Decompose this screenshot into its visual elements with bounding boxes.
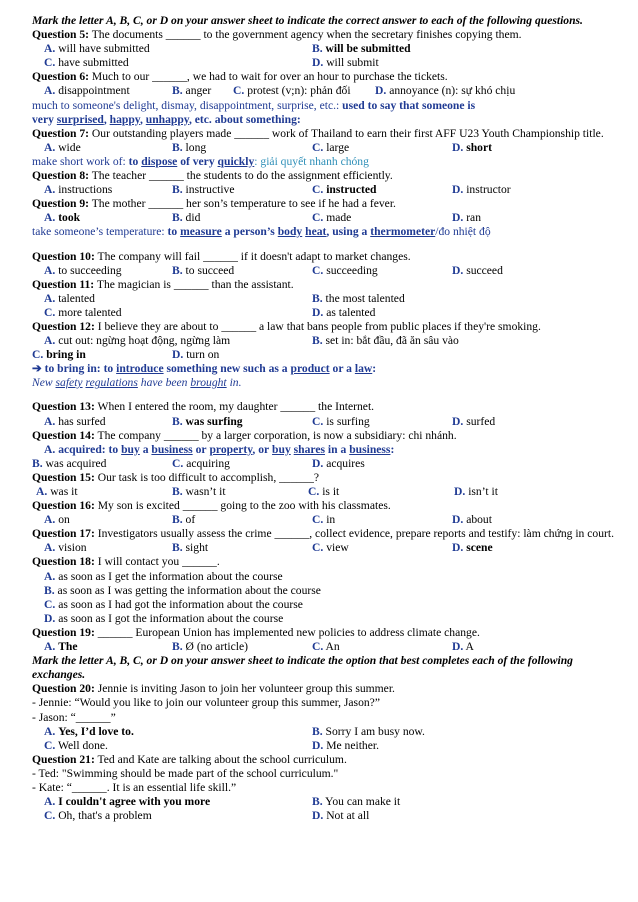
- option-c[interactable]: C. protest (v;n): phản đối: [233, 84, 351, 98]
- option-d[interactable]: D. as soon as I got the information about the course: [44, 611, 284, 625]
- note-q7: make short work of: to dispose of very quickly: giải quyết nhanh chóng: [32, 154, 369, 168]
- option-b[interactable]: B. wasn’t it: [172, 485, 226, 498]
- options-q7: [32, 141, 624, 155]
- options-q21-row2: [32, 809, 624, 823]
- option-b[interactable]: B. did: [172, 211, 201, 225]
- option-d[interactable]: D. annoyance (n): sự khó chịu: [375, 84, 516, 98]
- options-q12-row1: [32, 334, 624, 348]
- options-q11-row2: [32, 306, 624, 320]
- option-b[interactable]: B. Sorry I am busy now.: [312, 724, 425, 738]
- options-q12-row2: [32, 348, 624, 362]
- option-a[interactable]: A. took: [44, 211, 81, 225]
- option-b[interactable]: B. of: [172, 513, 196, 527]
- options-q11-row1: [32, 292, 624, 306]
- question-17: Question 17: Investigators usually assess the crime ______, collect evidence, prepare reports and testify: làm chứng in court.: [32, 527, 614, 541]
- option-d[interactable]: D. about: [452, 513, 492, 527]
- option-a[interactable]: A. as soon as I get the information about the course: [44, 569, 283, 583]
- option-d[interactable]: D. scene: [452, 541, 493, 555]
- option-d[interactable]: D. isn’t it: [454, 485, 498, 498]
- options-q16: [32, 513, 624, 527]
- question-6: Question 6: Much to our ______, we had to wait for over an hour to purchase the tickets.: [32, 70, 448, 84]
- option-d[interactable]: D. acquires: [312, 456, 365, 470]
- option-a[interactable]: A. was it: [36, 485, 78, 498]
- option-d[interactable]: D. short: [452, 140, 492, 154]
- question-8: Question 8: The teacher ______ the students to do the assignment efficiently.: [32, 169, 393, 183]
- option-a[interactable]: A. talented: [44, 291, 95, 305]
- option-b[interactable]: B. long: [172, 140, 207, 154]
- option-c[interactable]: C. succeeding: [312, 263, 378, 277]
- option-a[interactable]: A. Yes, I’d love to.: [44, 724, 134, 738]
- option-b[interactable]: B. Ø (no article): [172, 640, 248, 654]
- options-q20-row1: [32, 725, 624, 739]
- question-9: Question 9: The mother ______ her son’s temperature to see if he had a fever.: [32, 197, 396, 211]
- option-a[interactable]: A. on: [44, 513, 70, 527]
- option-d[interactable]: D. A: [452, 640, 474, 654]
- option-c[interactable]: C. is it: [308, 485, 340, 498]
- note-q12: ➔ to bring in: to introduce something new such as a product or a law:: [32, 362, 377, 376]
- options-q14-row2: [32, 457, 624, 471]
- option-b[interactable]: B. to succeed: [172, 263, 235, 277]
- instructions-2: Mark the letter A, B, C, or D on your answer sheet to indicate the option that best completes each of the following exchanges.: [32, 654, 573, 682]
- option-b[interactable]: B. anger: [172, 84, 212, 98]
- option-b[interactable]: B. set in: bắt đầu, đã ăn sâu vào: [312, 334, 459, 348]
- example-q12: New safety regulations have been brought in.: [32, 376, 242, 390]
- question-14: Question 14: The company ______ by a larger corporation, is now a subsidiary: chi nhánh.: [32, 428, 457, 442]
- option-a[interactable]: A. The: [44, 640, 78, 654]
- option-a[interactable]: A. to succeeding: [44, 263, 122, 277]
- question-7: Question 7: Our outstanding players made ______ work of Thailand to earn their first AFF U23 Youth Championship title.: [32, 126, 604, 140]
- option-c[interactable]: C. Well done.: [44, 738, 108, 752]
- option-b[interactable]: B. sight: [172, 541, 209, 555]
- option-a[interactable]: A. disappointment: [44, 84, 130, 98]
- question-11: Question 11: The magician is ______ than the assistant.: [32, 277, 294, 291]
- options-q14-row1: [32, 443, 624, 457]
- option-b[interactable]: B. instructive: [172, 183, 235, 197]
- options-q8: [32, 183, 624, 197]
- option-b[interactable]: B. the most talented: [312, 291, 405, 305]
- option-c[interactable]: C. more talented: [44, 305, 122, 319]
- option-d[interactable]: D. will submit: [312, 56, 379, 70]
- option-a[interactable]: A. instructions: [44, 183, 113, 197]
- option-c[interactable]: C. made: [312, 211, 352, 225]
- options-q21-row1: [32, 795, 624, 809]
- options-q15: [32, 485, 624, 499]
- note-q9: take someone’s temperature: to measure a person’s body heat, using a thermometer/đo nhiệt độ: [32, 225, 491, 239]
- option-c[interactable]: C. in: [312, 513, 336, 527]
- question-15: Question 15: Our task is too difficult to accomplish, ______?: [32, 470, 320, 484]
- option-a[interactable]: A. wide: [44, 140, 81, 154]
- option-c[interactable]: C. have submitted: [44, 56, 129, 70]
- option-c[interactable]: C. An: [312, 640, 340, 654]
- option-d[interactable]: D. Me neither.: [312, 738, 379, 752]
- dialogue-line: - Kate: “______. It is an essential life skill.”: [32, 780, 237, 794]
- option-c[interactable]: C. view: [312, 541, 349, 555]
- option-b[interactable]: B. You can make it: [312, 795, 401, 809]
- question-10: Question 10: The company will fail ______ if it doesn't adapt to market changes.: [32, 249, 411, 263]
- question-20: Question 20: Jennie is inviting Jason to join her volunteer group this summer.: [32, 682, 395, 696]
- option-c[interactable]: C. is surfing: [312, 414, 370, 428]
- dialogue-line: - Jennie: “Would you like to join our volunteer group this summer, Jason?”: [32, 696, 380, 710]
- option-d[interactable]: D. instructor: [452, 183, 511, 197]
- option-a[interactable]: A. vision: [44, 541, 87, 555]
- options-q6: [32, 84, 624, 98]
- option-c[interactable]: C. instructed: [312, 183, 377, 197]
- option-d[interactable]: D. succeed: [452, 263, 503, 277]
- option-b[interactable]: B. was surfing: [172, 414, 243, 428]
- option-c[interactable]: C. Oh, that's a problem: [44, 809, 152, 823]
- question-16: Question 16: My son is excited ______ going to the zoo with his classmates.: [32, 499, 391, 513]
- option-d[interactable]: D. Not at all: [312, 809, 370, 823]
- options-q5-row1: [32, 42, 624, 56]
- option-c[interactable]: C. acquiring: [172, 456, 230, 470]
- options-q20-row2: [32, 739, 624, 753]
- option-c[interactable]: C. bring in: [32, 348, 86, 362]
- options-q9: [32, 211, 624, 225]
- option-d[interactable]: D. as talented: [312, 305, 376, 319]
- option-b[interactable]: B. will be submitted: [312, 42, 411, 56]
- options-q17: [32, 541, 624, 555]
- question-13: Question 13: When I entered the room, my daughter ______ the Internet.: [32, 400, 375, 414]
- worksheet: [32, 14, 624, 823]
- dialogue-line: - Ted: "Swimming should be made part of the school curriculum.": [32, 766, 339, 780]
- dialogue-line: - Jason: “______”: [32, 710, 116, 724]
- option-d[interactable]: D. turn on: [172, 348, 220, 362]
- option-d[interactable]: D. ran: [452, 211, 481, 225]
- question-5: Question 5: The documents ______ to the government agency when the secretary finishes copying them.: [32, 28, 522, 42]
- options-q10: [32, 264, 624, 278]
- options-q13: [32, 415, 624, 429]
- option-a[interactable]: A. will have submitted: [44, 42, 150, 56]
- option-c[interactable]: C. large: [312, 140, 350, 154]
- option-c[interactable]: C. as soon as I had got the information about the course: [44, 597, 303, 611]
- option-b[interactable]: B. as soon as I was getting the information about the course: [44, 583, 321, 597]
- instructions-1: Mark the letter A, B, C, or D on your answer sheet to indicate the correct answer to each of the following questions.: [32, 14, 583, 27]
- option-a[interactable]: A. has surfed: [44, 414, 106, 428]
- option-d[interactable]: D. surfed: [452, 414, 496, 428]
- options-q5-row2: [32, 56, 624, 70]
- option-a[interactable]: A. cut out: ngừng hoạt động, ngừng làm: [44, 334, 231, 348]
- question-21: Question 21: Ted and Kate are talking about the school curriculum.: [32, 752, 347, 766]
- options-q19: [32, 640, 624, 654]
- option-b[interactable]: B. was acquired: [32, 456, 107, 470]
- question-19: Question 19: ______ European Union has implemented new policies to address climate change.: [32, 625, 480, 639]
- option-a[interactable]: A. I couldn't agree with you more: [44, 795, 211, 809]
- note-q6-line1: much to someone's delight, dismay, disappointment, surprise, etc.: used to say that someone is: [32, 98, 476, 112]
- arrow-icon: ➔: [32, 362, 42, 376]
- option-a[interactable]: A. acquired: to buy a business or property, or buy shares in a business:: [44, 442, 395, 456]
- question-12: Question 12: I believe they are about to ______ a law that bans people from public places if they're smoking.: [32, 319, 541, 333]
- question-18: Question 18: I will contact you ______.: [32, 555, 220, 569]
- note-q6-line2: very surprised, happy, unhappy, etc. about something:: [32, 112, 301, 126]
